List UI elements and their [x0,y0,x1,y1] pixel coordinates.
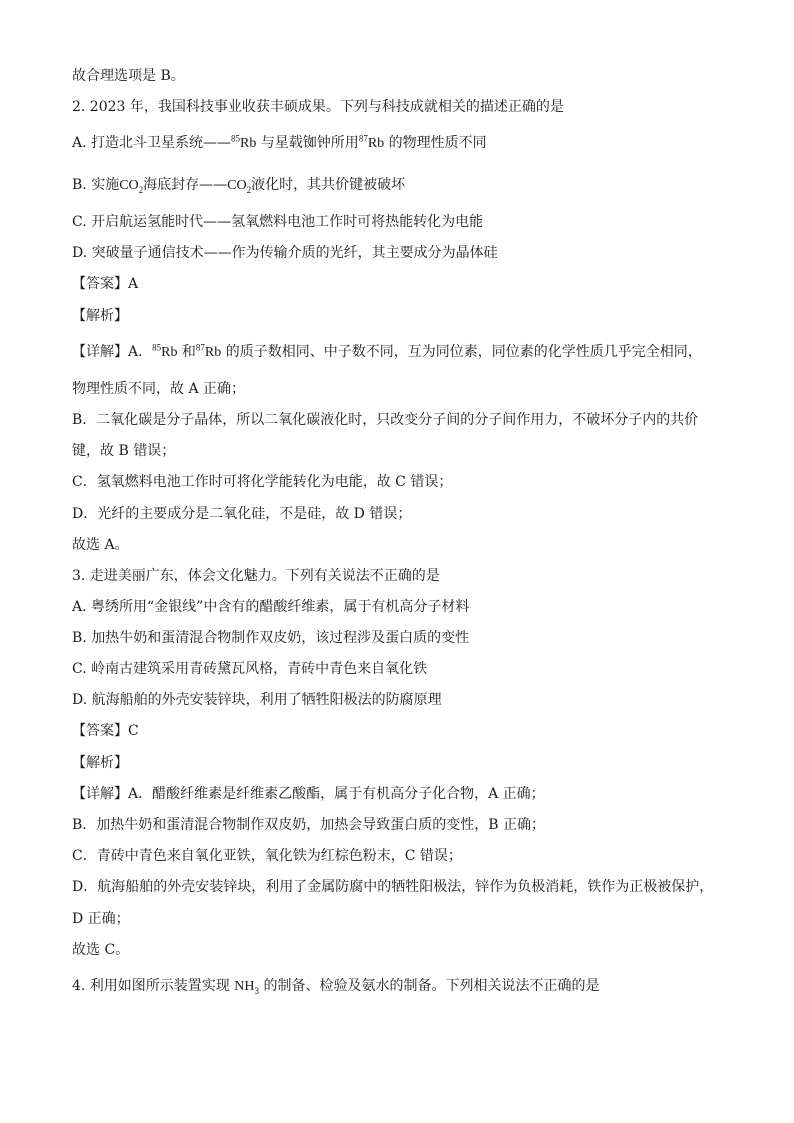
detail-line: 【详解】A．$^{85}$Rb 和$^{87}$Rb 的质子数相同、中子数不同，互为同位素，同位素的化学性质几乎完全相同， [72,342,702,360]
detail-line: 键，故 B 错误； [72,443,176,459]
isotope-rb85: $^{85}$Rb [231,133,257,151]
question-2-stem: 2. 2023 年，我国科技事业收获丰硕成果。下列与科技成就相关的描述正确的是 [72,99,564,115]
detail-line: C．青砖中青色来自氧化亚铁，氧化铁为红棕色粉末，C 错误； [72,848,462,864]
detail-line: C．氢氧燃料电池工作时可将化学能转化为电能，故 C 错误； [72,474,453,490]
question-2-option-d: D. 突破量子通信技术——作为传输介质的光纤，其主要成分为晶体硅 [72,245,498,261]
question-2-option-b: B. 实施$CO_2$海底封存$——CO_2$液化时，其共价键被破坏 [72,177,406,195]
question-4-stem: 4. 利用如图所示装置实现 $NH_3$ 的制备、检验及氨水的制备。下列相关说法不正确的是 [72,978,600,996]
question-3-option-b: B. 加热牛奶和蛋清混合物制作双皮奶，该过程涉及蛋白质的变性 [72,630,470,646]
question-2-option-a: A. 打造北斗卫星系统——$^{85}$Rb 与星载铷钟所用$^{87}$Rb 的物理性质不同 [72,133,487,151]
question-2-option-c: C. 开启航运氢能时代——氢氧燃料电池工作时可将热能转化为电能 [72,214,484,230]
isotope-rb87: $^{87}$Rb [358,133,385,151]
formula-co2: $CO_2$ [119,178,144,195]
question-3-option-a: A. 粤绣所用“金银线”中含有的醋酸纤维素，属于有机高分子材料 [72,599,470,615]
isotope-rb85: $^{85}$Rb [152,342,178,360]
line-conclusion-q1: 故合理选项是 B。 [72,68,185,84]
question-3-stem: 3. 走进美丽广东，体会文化魅力。下列有关说法不正确的是 [72,568,440,584]
formula-co2: $CO_2$ [227,178,252,195]
question-3-option-d: D. 航海船舶的外壳安装锌块，利用了牺牲阳极法的防腐原理 [72,692,442,708]
detail-line: 【详解】A．醋酸纤维素是纤维素乙酸酯，属于有机高分子化合物，A 正确； [72,786,545,802]
answer-label: 【答案】A [72,276,139,292]
detail-line: 物理性质不同，故 A 正确； [72,381,246,397]
conclusion-line: 故选 A。 [72,537,129,553]
detail-line: D．航海船舶的外壳安装锌块，利用了金属防腐中的牺牲阳极法，锌作为负极消耗，铁作为正极被保护， [72,879,714,895]
detail-line: B．二氧化碳是分子晶体，所以二氧化碳液化时，只改变分子间的分子间作用力，不破坏分子内的共价 [72,412,699,428]
conclusion-line: 故选 C。 [72,942,130,958]
analysis-label: 【解析】 [72,755,128,771]
analysis-label: 【解析】 [72,308,128,324]
question-3-option-c: C. 岭南古建筑采用青砖黛瓦风格，青砖中青色来自氧化铁 [72,661,428,677]
isotope-rb87: $^{87}$Rb [195,342,222,360]
detail-line: B．加热牛奶和蛋清混合物制作双皮奶，加热会导致蛋白质的变性，B 正确； [72,817,546,833]
option-a-text: A. 打造北斗卫星系统—— [72,135,232,151]
answer-label: 【答案】C [72,723,139,739]
formula-nh3: $NH_3$ [234,979,259,996]
detail-line: D 正确； [72,911,130,927]
detail-line: D．光纤的主要成分是二氧化硅，不是硅，故 D 错误； [72,506,412,522]
